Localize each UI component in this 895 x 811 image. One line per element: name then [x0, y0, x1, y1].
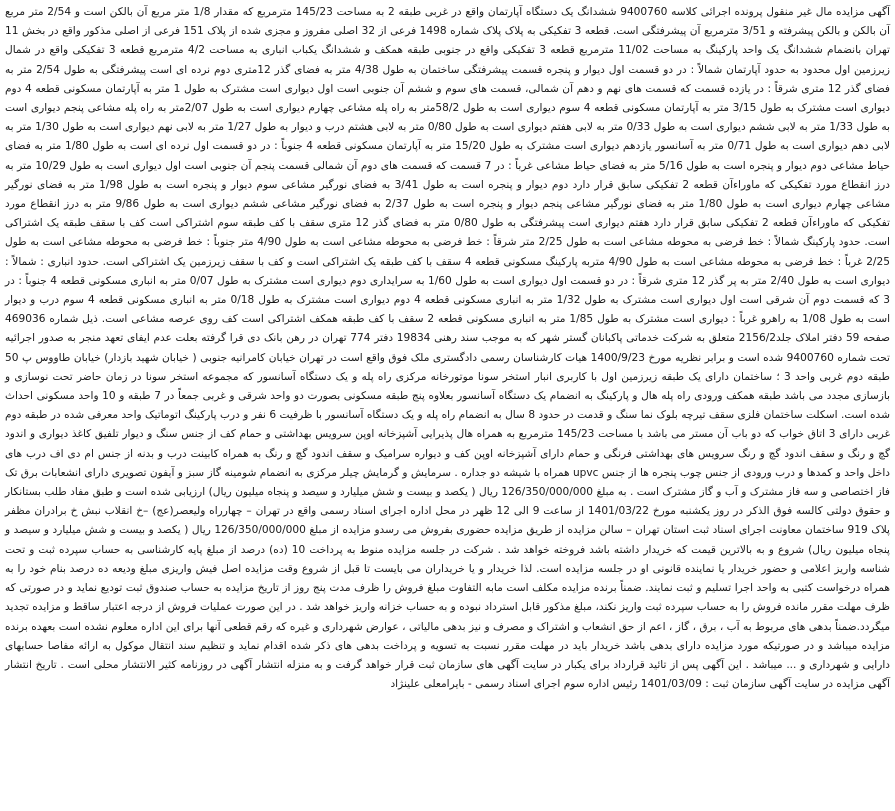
auction-notice-text: آگهی مزایده مال غیر منقول پرونده اجرائی کلاسه 9400760 ششدانگ یک دستگاه آپارتمان واقع در غربی طبقه 2 به مساحت 145/23 مترمربع که مقدار 1/8 متر مربع آن بالکن است و 2/54 متر مربع آن بالکن و بالکن پیشرفته و 3/51 مترمربع آن پیشرفتگی است. قطعه 3 تفکیکی به پلاک پلاک شماره 1498 فرعی از 32 اصلی مفروز و مجزی شده از پلاک 151 فرعی از اصلی مذکور واقع در بخش 11 تهران بانضمام ششدانگ یک واحد پارکینگ به مساحت 11/02 مترمربع قطعه 3 تفکیکی واقع در جنوبی طبقه همکف و ششدانگ یکباب انباری به مساحت 4/2 مترمربع قطعه 3 تفکیکی واقع در شمال زیرزمین اول محدود به حدود آپارتمان شمالاً : در دو قسمت اول دیوار و پنجره قسمت پیشرفتگی ساختمان به طول 4/38 متر به فضای گذر 12متری دوم نرده ای است پیشرفتگی به طول 2/54 متر به فضای گذر 12 متری شرقاً : در یازده قسمت که قسمت های نهم و دهم آن شمالی، قسمت های سوم و ششم آن جنوبی است اول دیواری است مشترک به طول 1 متر به آپارتمان مسکونی قطعه 4 دوم دیواری است مشترک به طول 3/15 متر به آپارتمان مسکونی قطعه 4 سوم دیواری است به طول 58/2متر به راه پله مشاعی چهارم دیواری است به طول 2/07متر به راه پله مشاعی پنجم دیواری است به طول 1/33 متر به لابی ششم دیواری است به طول 0/33 متر به لابی هفتم دیواری است به طول 0/80 متر به لابی هشتم درب و دیوار به طول 1/27 متر به لابی نهم دیواری است به طول 1/30 متر به لابی دهم دیواری است به طول 0/71 متر به آسانسور یازدهم دیواری است مشترک به طول 15/20 متر به آپارتمان مسکونی قطعه 4 جنوباً : در دو قسمت اول نرده ای است به طول 1/80 متر به فضای حیاط مشاعی دوم دیوار و پنجره است به طول 5/16 متر به فضای حیاط مشاعی غرباً : در 7 قسمت که قسمت های دوم آن شمالی قسمت پنجم آن جنوبی است اول دیواری است به طول 10/29 متر به درز انقطاع مورد تفکیکی که ماوراءآن قطعه 2 تفکیکی سابق قرار دارد دوم دیوار و پنجره است به طول 3/41 به فضای نورگیر مشاعی سوم دیوار و پنجره است به طول 1/98 متر به فضای نورگیر مشاعی چهارم دیواری است به طول 1/80 متر به فضای نورگیر مشاعی پنجم دیوار و پنجره است به طول 2/37 به فضای نورگیر مشاعی ششم دیواری است به طول 9/86 متر به درز انقطاع مورد تفکیکی که ماوراءآن قطعه 2 تفکیکی سابق قرار دارد هفتم دیواری است پیشرفتگی به طول 0/80 متر به فضای گذر 12 متری سقف با کف طبقه سوم اشتراکی است کف با سقف طبقه یک اشتراکی است. حدود پارکینگ شمالاً : خط فرضی به محوطه مشاعی است به طول 2/25 متر شرقاً : خط فرضی به محوطه مشاعی است به طول 4/90 متر جنوباً : خط فرضی به محوطه مشاعی است به طول 2/25 غرباً : خط فرضی به محوطه مشاعی است به طول 4/90 متربه پارکینگ مسکونی قطعه 4 سقف با کف طبقه یک اشتراکی است و کف با سقف زیرزمین یک اشتراکی است. حدود انباری : شمالاً : دیواری است به طول 2/40 متر به پر گذر 12 متری شرقاً : در دو قسمت اول دیواری است به طول 1/60 به سرایداری دوم دیواری است مشترک به طول 0/07 متر به انباری مسکونی قطعه 4 جنوباً : در 3 که قسمت دوم آن شرقی است اول دیواری است مشترک به طول 1/32 متر به انباری مسکونی قطعه 4 دوم دیواری است مشترک به طول 0/18 متر به انباری مسکونی قطعه 4 سوم درب و دیوار است به طول 1/08 به راهرو غرباً : دیواری است مشترک به طول 1/85 متر به انباری مسکونی قطعه 2 سقف با کف طبقه همکف اشتراکی است کف روی عرصه مشاعی است. ذیل شماره 469036 صفحه 59 دفتر املاک جلد2156/2 متعلق به شرکت خدماتی پاکبانان گستر شهر که به موجب سند رهنی 19834 دفتر 774 تهران در رهن بانک دی قرا گرفته بعلت عدم ایفای تعهد منجر به صدور اجرائیه تحت شماره 9400760 شده است و برابر نظریه مورخ 1400/9/23 هیات کارشناسان رسمی دادگستری ملک فوق واقع است در تهران خیابان کامرانیه جنوبی ( خیابان شهید بازدار) خیابان طاووس پ 50 طبقه دوم غربی واحد 3 ؛ ساختمان دارای یک طبقه زیرزمین اول با کاربری انبار استخر سونا موتورخانه مرکزی راه پله و یک دستگاه آسانسور که مجموعه استخر سونا در زمان حاضر تحت نوسازی و بازسازی مجدد می باشد طبقه همکف ورودی راه پله هال و پارکینگ به انضمام یک دستگاه آسانسور بعلاوه پنج طبقه مسکونی بصورت دو واحد شرقی و غربی جمعاً در 7 طبقه و 10 واحد مسکونی احداث شده است. اسکلت ساختمان فلزی سقف تیرچه بلوک نما سنگ و قدمت در حدود 8 سال به انضمام راه پله و یک دستگاه آسانسور با ظرفیت 6 نفر و درب پارکینگ اتوماتیک واحد معرفی شده در طبقه دوم غربی دارای 3 اتاق خواب که دو باب آن مستر می باشد با مساحت 145/23 مترمربع به همراه هال پذیرایی آشپزخانه اوپن سرویس بهداشتی و حمام کف از جنس سنگ و دیوار تلفیق کاغذ دیواری و اندود گچ و رنگ و سقف اندود گچ و رنگ سرویس های بهداشتی فرنگی و حمام دارای آشپزخانه اوپن کف و دیواره سرامیک و سقف اندود گچ و رنگ به همراه کابینت درب و بدنه از جنس ام دی اف درب های داخل واحد و کمدها و درب ورودی از جنس چوب پنجره ها از جنس upvc همراه با شیشه دو جداره . سرمایش و گرمایش چیلر مرکزی به انضمام شومینه گاز سبز و آیفون تصویری دارای انشعابات برق تک فاز اختصاصی و سه فاز مشترک و آب و گاز مشترک است . به مبلغ 126/350/000/000 ریال ( یکصد و بیست و شش میلیارد و سیصد و پنجاه میلیون ریال) ارزیابی شده است و طبق مفاد طلب بستانکار و حقوق دولتی کالسه فوق الذکر در روز یکشنبه مورخ 1401/03/22 از ساعت 9 الی 12 ظهر در محل اداره اجرای اسناد رسمی واقع در تهران – چهارراه ولیعصر(عج) –خ انقلاب نبش خ برادران مظفر پلاک 919 ساختمان معاونت اجرای اسناد ثبت استان تهران – سالن مزایده از طریق مزایده حضوری بفروش می رسدو مزایده از مبلغ 126/350/000/000 ریال ( یکصد و بیست و شش میلیارد و سیصد و پنجاه میلیون ریال) شروع و به بالاترین قیمت که خریدار داشته باشد فروخته خواهد شد . شرکت در جلسه مزایده منوط به پرداخت 10 (ده) درصد از مبلغ پایه کارشناسی به حساب سپرده ثبت و تحت شناسه واریز اعلامی و حضور خریدار یا نماینده قانونی او در جلسه مزایده است. لذا خریدار و یا خریداران می بایست تا قبل از شروع وقت مزایده اصل فیش واریزی مبلغ ودیعه ده درصد بنام خود را به همراه درخواست کتبی به واحد اجرا تسلیم و ثبت نمایند. ضمناً برنده مزایده مکلف است مابه التفاوت مبلغ فروش را ظرف مدت پنج روز از تاریخ مزایده به حساب صندوق ثبت تودیع نماید و در صورتی که ظرف مهلت مقرر مانده فروش را به حساب سپرده ثبت واریز نکند، مبلغ مذکور قابل استرداد نبوده و به حساب خزانه واریز خواهد شد . در این صورت عملیات فروش از درجه اعتبار ساقط و مزایده تجدید میگردد.ضمناً بدهی های مربوط به آب ، برق ، گاز ، اعم از حق انشعاب و اشتراک و مصرف و نیز بدهی مالیاتی ، عوارض شهرداری و غیره که رقم قطعی آنها برای این اداره معلوم نشده است بعهده برنده مزایده میباشد و در صورتیکه مورد مزایده دارای بدهی باشد خریدار باید در مهلت مقرر نسبت به تسویه و پرداخت بدهی های ذکر شده اقدام نماید و تنظیم سند انتقال موکول به ارائه مفاصا حسابهای دارایی و شهرداری و ... میباشد . این آگهی پس از تائید قرارداد برای یکبار در سایت آگهی های سازمان ثبت قرار خواهد گرفت و به منزله انتشار آگهی در روزنامه کثیر الانتشار محلی است . تاریخ انتشار آگهی مزایده در سایت آگهی سازمان ثبت : 1401/03/09 رئیس اداره سوم اجرای اسناد رسمی - بایرامعلی علینژاد	[5, 6, 891, 691]
